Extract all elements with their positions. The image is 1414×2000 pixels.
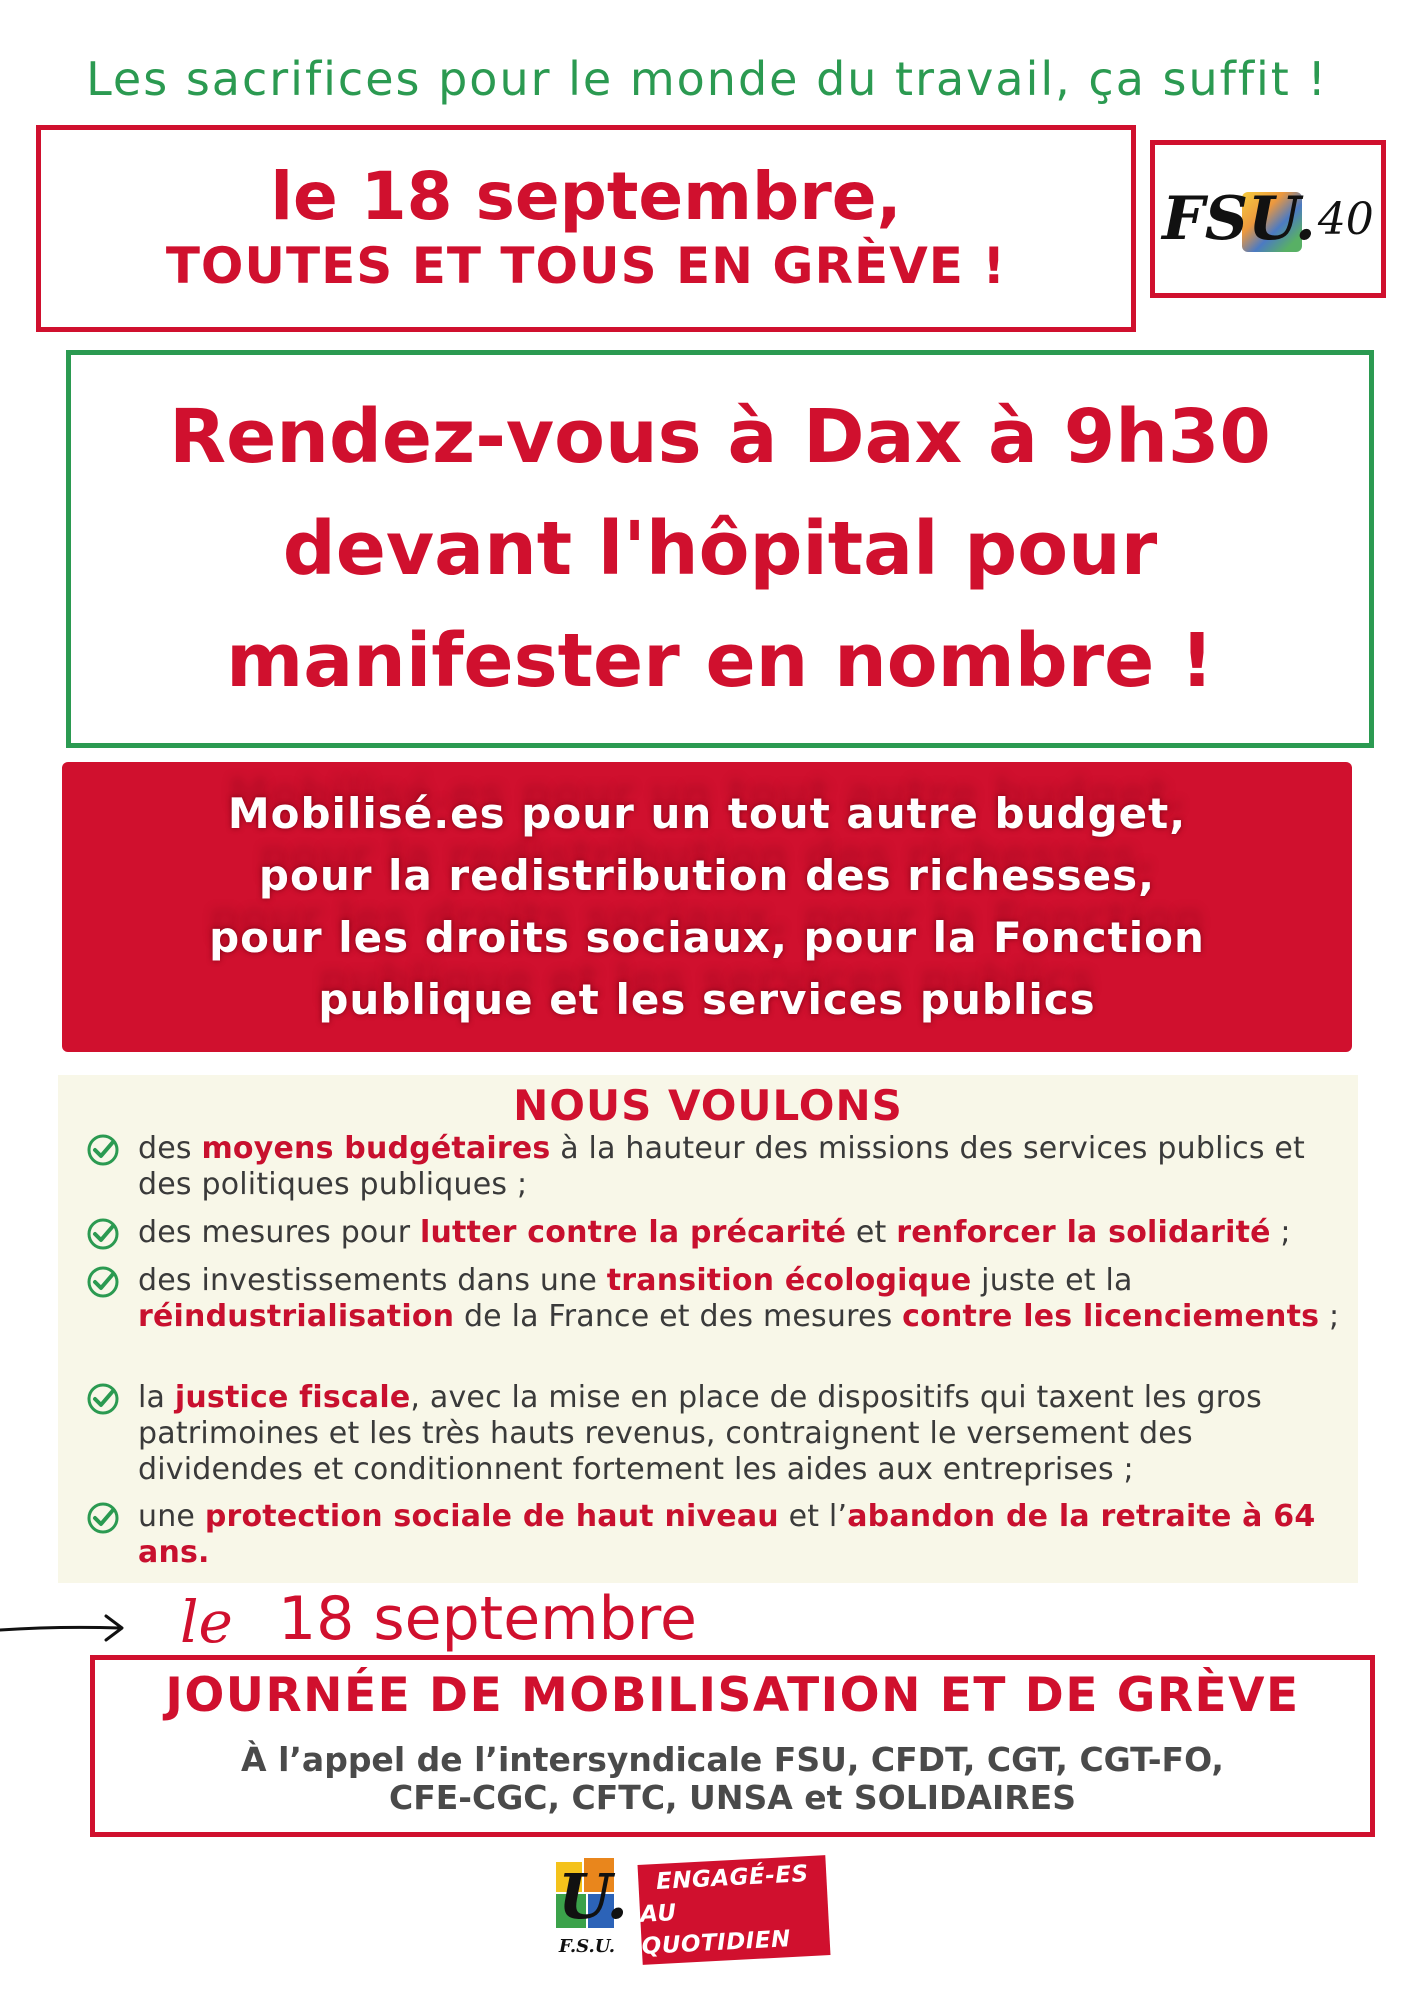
engage-badge-line: ENGAGÉ-ES <box>655 1861 810 1896</box>
mobilisation-line: publique et les services publics <box>318 975 1096 1024</box>
demand-item <box>86 1499 1356 1571</box>
demand-text-part: ; <box>1319 1299 1340 1334</box>
demand-highlight: contre les licenciements <box>902 1299 1320 1334</box>
demand-item <box>86 1263 1356 1335</box>
check-icon <box>86 1133 120 1167</box>
demand-text-part: une <box>138 1499 205 1534</box>
demand-text-part: ; <box>1270 1215 1291 1250</box>
fsu-footer-logo <box>548 1858 626 1958</box>
mobilisation-line: pour les droits sociaux, pour la Fonction <box>209 913 1205 962</box>
demand-text <box>138 1215 1356 1251</box>
date-label: 18 septembre <box>278 1584 697 1654</box>
journee-sub-line: CFE-CGC, CFTC, UNSA et SOLIDAIRES <box>389 1778 1076 1817</box>
check-icon <box>86 1501 120 1535</box>
fsu-logo-number: 40 <box>1317 193 1374 245</box>
demands-panel <box>58 1075 1358 1583</box>
mobilisation-line: pour la redistribution des richesses, <box>258 851 1156 900</box>
demand-highlight: renforcer la solidarité <box>896 1215 1271 1250</box>
demand-item <box>86 1131 1356 1203</box>
demand-item <box>86 1380 1356 1488</box>
strike-date: le 18 septembre, <box>270 157 902 235</box>
demand-text-part: de la France et des mesures <box>454 1299 903 1334</box>
demand-text-part: des investissements dans une <box>138 1263 607 1298</box>
fsu-logo-mark: FSU. <box>1162 184 1316 254</box>
rendezvous-line: manifester en nombre ! <box>226 618 1214 704</box>
demand-text-part: juste et la <box>971 1263 1133 1298</box>
demand-text-part: et l’ <box>778 1499 848 1534</box>
demand-highlight: moyens budgétaires <box>201 1131 551 1166</box>
strike-call: TOUTES ET TOUS EN GRÈVE ! <box>165 237 1007 296</box>
rendezvous-box <box>66 350 1374 748</box>
demand-text-part: des <box>138 1131 202 1166</box>
demand-highlight: protection sociale de haut niveau <box>204 1499 779 1534</box>
journee-sub-line: À l’appel de l’intersyndicale FSU, CFDT, CGT, CGT-FO, <box>241 1740 1224 1779</box>
check-icon <box>86 1217 120 1251</box>
fsu-logo-caption: F.S.U. <box>558 1936 616 1957</box>
strike-call-box <box>36 125 1136 332</box>
date-prefix: le <box>180 1588 233 1656</box>
demand-highlight: réindustrialisation <box>138 1299 455 1334</box>
demand-text-part: , avec la mise en place de dispositifs qui taxent les gros patrimoines et les très hauts revenus, contraignent le versement des dividendes et conditionnent fortement les aides aux entreprises ; <box>138 1380 1262 1487</box>
demand-item <box>86 1215 1356 1251</box>
demand-text-part: des mesures pour <box>138 1215 420 1250</box>
demand-text-part: la <box>138 1380 175 1415</box>
check-icon <box>86 1382 120 1416</box>
demand-text-part: à la hauteur des missions des services publics et des politiques publiques ; <box>138 1131 1306 1202</box>
demand-highlight: lutter contre la précarité <box>419 1215 847 1250</box>
demands-title: NOUS VOULONS <box>513 1081 903 1130</box>
check-icon <box>86 1265 120 1299</box>
engage-badge-line: AU QUOTIDIEN <box>639 1900 792 1960</box>
demand-text <box>138 1263 1356 1335</box>
fsu40-logo <box>1150 140 1386 298</box>
demand-highlight: transition écologique <box>606 1263 972 1298</box>
engage-badge <box>638 1855 831 1965</box>
arrow-icon <box>0 1608 130 1648</box>
demand-highlight: abandon de la retraite à 64 ans. <box>138 1499 1316 1570</box>
demand-highlight: justice fiscale <box>174 1380 411 1415</box>
rendezvous-line: Rendez-vous à Dax à 9h30 <box>169 394 1271 480</box>
demand-text <box>138 1380 1356 1488</box>
demand-text-part: et <box>846 1215 897 1250</box>
fsu-logo-letter: U. <box>558 1860 628 1933</box>
demand-text <box>138 1131 1356 1203</box>
demand-text <box>138 1499 1356 1571</box>
mobilisation-line: Mobilisé.es pour un tout autre budget, <box>227 789 1187 838</box>
tagline: Les sacrifices pour le monde du travail, ça suffit ! <box>86 52 1328 106</box>
mobilisation-banner <box>62 762 1352 1052</box>
rendezvous-line: devant l'hôpital pour <box>282 506 1158 592</box>
journee-title: JOURNÉE DE MOBILISATION ET DE GRÈVE <box>165 1668 1300 1723</box>
journee-box <box>90 1655 1375 1837</box>
